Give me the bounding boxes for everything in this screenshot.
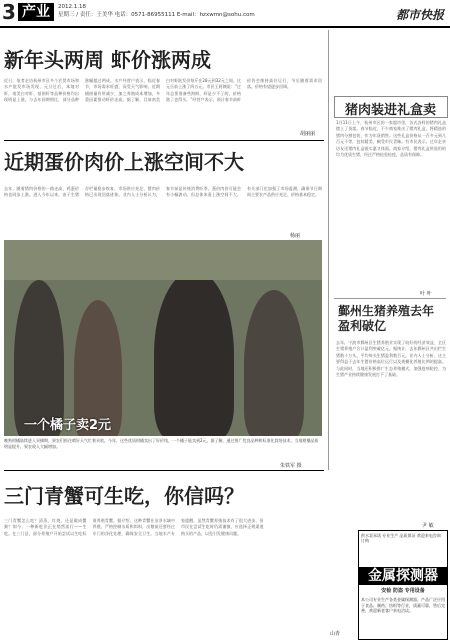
article2-headline: 近期蛋价肉价上涨空间不大 xyxy=(4,150,244,174)
photo-figure xyxy=(154,270,234,436)
photo-figure xyxy=(244,290,304,436)
news-photo xyxy=(4,240,322,436)
ad-text: 本公司专业生产各类金属探测器，产品广泛应用于食品、制药、纺织等行业，质量可靠，售后完善，欢迎新老客户来电洽谈。 xyxy=(361,597,445,613)
sidebar1-headline-box xyxy=(334,96,448,118)
divider xyxy=(4,140,324,141)
newspaper-name: 都市快报 xyxy=(395,8,444,22)
column-divider xyxy=(328,30,329,470)
ad-title: 金属探测器 xyxy=(359,567,447,585)
photo-caption: 晚熟柑橘陆续进入采摘期，果农们抓住晴好天气忙着采收。今年，这些优质柑橘卖出了好价钱，一个橘子能卖到2元。据了解，通过推广优良品种和标准化栽培技术，当地柑橘品质明显提升，果农收入大幅增加。 xyxy=(4,438,319,449)
advertisement[interactable] xyxy=(358,530,448,640)
ad-subtitle: 安检 防盗 专用设备 xyxy=(381,588,425,594)
photo-overlay-text: 一个橘子卖2元 xyxy=(24,418,112,433)
sidebar2-body: 去年，宁波市鄞州区生猪养殖业实现了较好的经济效益，全区生猪养殖户合计盈利突破亿元。据统计，去年鄞州区共出栏生猪数十万头，平均每头生猪盈利数百元。业内人士分析，这主要得益于去年生猪价格高位运行以及规模化养殖比例的提高。与此同时，当地还积极推广生态养殖模式，加强疫病防控，为生猪产业持续健康发展打下了基础。 xyxy=(336,340,446,378)
sidebar2-headline: 鄞州生猪养殖去年盈利破亿 xyxy=(338,304,435,333)
article3-headline: 三门青蟹可生吃，你信吗？ xyxy=(4,484,244,508)
article2-author: 杨丽 xyxy=(290,233,301,239)
sidebar2-author: 尹 敏 xyxy=(422,523,434,529)
article1-author: 胡丽丽 xyxy=(300,131,316,137)
divider xyxy=(4,470,324,471)
page-number: 3 xyxy=(2,0,16,24)
photo-author: 朱铁军 摄 xyxy=(280,463,302,469)
header-date: 2012.1.18 xyxy=(58,4,86,10)
article2-body: 去年，随着猪肉价格的一路走高，鸡蛋价格也同步上涨。进入今年以来，由于生猪存栏量稳步恢复，市场供应充足，猪肉价格已出现回落迹象。业内人士分析认为，春节前是传统消费旺季，蛋价肉价可能会有小幅波动，但总体来看上涨空间不大。有关部门也加强了市场监测，确保节日期间主要农产品供应充足、价格基本稳定。 xyxy=(4,186,322,198)
divider xyxy=(334,298,446,299)
section-label: 产业 xyxy=(18,3,54,21)
sidebar1-body: 1月11日上午，杭州市区的一家超市里，各式各样的猪肉礼盒摆上了货架。春节临近，不少商家推出了猪肉礼盒，将精选的猪肉分割包装，作为年货销售。这些礼盒价格从一百多元到几百元不等，包装精美，颇受市民青睐。有市民表示，过年走亲访友送猪肉礼盒既实惠又体面。商家介绍，猪肉礼盒所选用的均为优质生猪，经过严格检验检疫，品质有保障。 xyxy=(336,120,446,158)
page-header xyxy=(0,0,450,28)
header-meta xyxy=(58,3,318,19)
article1-headline: 新年头两周 虾价涨两成 xyxy=(4,48,211,72)
sidebar1-author: 叶 叶 xyxy=(420,291,432,297)
photo-figure xyxy=(14,280,64,436)
sidebar1-headline: 猪肉装进礼盒卖 xyxy=(345,103,437,118)
photo-foliage xyxy=(4,240,322,280)
article3-body: 三门青蟹怎么吃？清蒸、红烧、还是做成蟹粥？如今，一种新吃法正在悄然流行——生吃。在三门县，部分养殖户开始尝试以生吃标准养殖青蟹。据介绍，这种青蟹在洁净水域中养殖，严格控制水质和饵料，出塘前还要经过专门的净化处理，确保安全卫生。当地水产专家提醒，虽然青蟹养殖技术有了很大进步，但市民在尝试生吃时仍需谨慎，应选择正规渠道购买的产品，以免引发健康问题。 xyxy=(4,518,264,536)
header-contact: 星期三 / 责任：王美华 电话：0571-86955111 E-mail：hzxwmn@sohu.com xyxy=(58,12,255,18)
ad-top-text: 供水泵承诺 专业生产 品质保证 欢迎来电咨询订购 xyxy=(361,533,441,543)
article1-body: 近日，笔者走访杭州市区多个农贸市场和水产批发市场发现，元旦过后，本地对虾、南美白对虾、基围虾等品种价格均出现明显上涨。与去年同期相比，部分品种涨幅超过两成。水产经营户表示，临近春节，市场需求旺盛，而受天气影响，近期捕捞量有所减少，加之养殖成本增加，多重因素推动虾价走高。据了解，目前南美白对虾批发价每斤在28元到32元之间，比元旦前上涨了四五元。市民王阿姨说：“过年总要准备些海鲜，虾是少不了的，价格涨了也得买。”经营户表示，预计春节前虾价仍会维持高位运行，节后随着需求回落，价格有望逐步回调。 xyxy=(4,78,322,103)
article3-author: 山青 xyxy=(330,631,341,637)
